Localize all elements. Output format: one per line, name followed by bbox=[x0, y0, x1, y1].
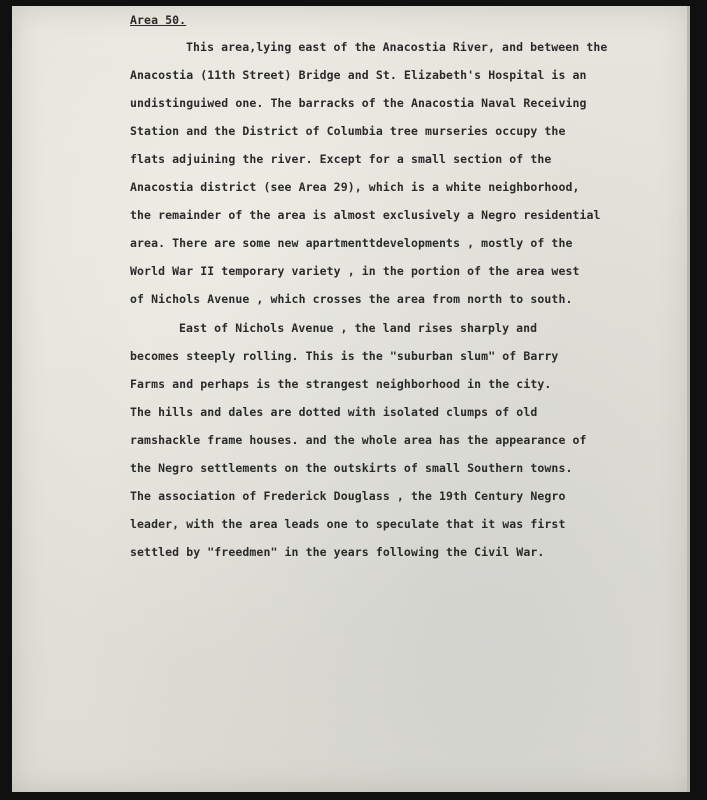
text-line: of Nichols Avenue , which crosses the area from north to south. bbox=[130, 292, 573, 306]
area-heading: Area 50. bbox=[130, 13, 187, 27]
paper-sheet bbox=[12, 6, 690, 792]
text-line: the remainder of the area is almost exclusively a Negro residential bbox=[130, 208, 601, 222]
text-line: The hills and dales are dotted with isolated clumps of old bbox=[130, 405, 538, 419]
text-line: Station and the District of Columbia tree murseries occupy the bbox=[130, 124, 566, 138]
text-line: Farms and perhaps is the strangest neighborhood in the city. bbox=[130, 377, 552, 391]
text-line: area. There are some new apartmenttdevelopments , mostly of the bbox=[130, 236, 573, 250]
text-line: Anacostia (11th Street) Bridge and St. Elizabeth's Hospital is an bbox=[130, 68, 587, 82]
text-line: leader, with the area leads one to speculate that it was first bbox=[130, 517, 566, 531]
text-line: flats adjuining the river. Except for a small section of the bbox=[130, 152, 552, 166]
text-line: The association of Frederick Douglass , the 19th Century Negro bbox=[130, 489, 566, 503]
text-line: Anacostia district (see Area 29), which is a white neighborhood, bbox=[130, 180, 580, 194]
text-line: undistinguiwed one. The barracks of the Anacostia Naval Receiving bbox=[130, 96, 587, 110]
text-line: settled by "freedmen" in the years following the Civil War. bbox=[130, 545, 545, 559]
text-line: becomes steeply rolling. This is the "suburban slum" of Barry bbox=[130, 349, 559, 363]
typewritten-text bbox=[12, 6, 690, 792]
text-line: World War II temporary variety , in the portion of the area west bbox=[130, 264, 580, 278]
text-line: East of Nichols Avenue , the land rises sharply and bbox=[179, 321, 538, 335]
text-line: ramshackle frame houses. and the whole area has the appearance of bbox=[130, 433, 587, 447]
text-line: the Negro settlements on the outskirts of small Southern towns. bbox=[130, 461, 573, 475]
text-line: This area,lying east of the Anacostia River, and between the bbox=[186, 40, 608, 54]
